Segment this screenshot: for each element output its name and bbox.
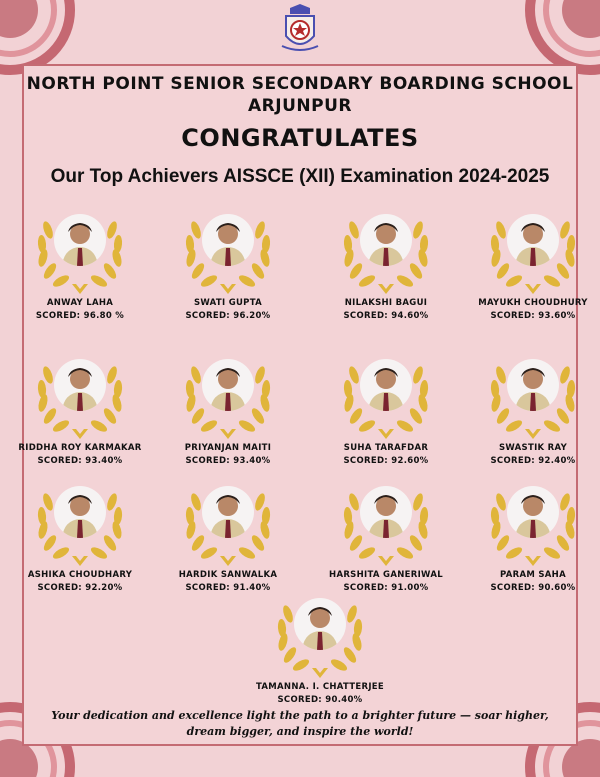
school-name: NORTH POINT SENIOR SECONDARY BOARDING SCHOOL: [26, 74, 574, 94]
student-name: RIDDHA ROY KARMAKAR: [18, 443, 142, 453]
student-name: NILAKSHI BAGUI: [344, 298, 428, 308]
student-name: SWASTIK RAY: [498, 443, 568, 453]
school-crest-icon: [272, 2, 328, 56]
wreath-photo: [30, 210, 130, 296]
student-photo: [507, 214, 559, 266]
student-name: SUHA TARAFDAR: [343, 443, 429, 453]
student-score: SCORED: 93.40%: [185, 456, 271, 466]
student-photo: [202, 214, 254, 266]
wreath-photo: [178, 210, 278, 296]
achiever-card: [245, 594, 395, 705]
wreath-photo: [30, 355, 130, 441]
student-name: ANWAY LAHA: [46, 298, 114, 308]
student-score: SCORED: 93.60%: [490, 311, 576, 321]
wreath-photo: [336, 210, 436, 296]
student-name: PARAM SAHA: [500, 570, 566, 580]
wreath-photo: [30, 482, 130, 568]
achiever-card: [10, 355, 150, 466]
headline: CONGRATULATES: [181, 124, 419, 152]
achiever-card: [463, 355, 600, 466]
student-score: SCORED: 92.60%: [343, 456, 429, 466]
wreath-photo: [270, 594, 370, 680]
student-photo: [54, 214, 106, 266]
wreath-photo: [336, 482, 436, 568]
student-photo: [360, 486, 412, 538]
wreath-photo: [336, 355, 436, 441]
student-score: SCORED: 91.40%: [185, 583, 271, 593]
student-name: SWATI GUPTA: [193, 298, 263, 308]
achiever-card: [463, 482, 600, 593]
student-photo: [360, 214, 412, 266]
student-score: SCORED: 94.60%: [343, 311, 429, 321]
student-score: SCORED: 90.60%: [490, 583, 576, 593]
student-photo: [54, 486, 106, 538]
footer-message: Your dedication and excellence light the path to a brighter future — soar higher, dream bigger, and inspire the world!: [51, 709, 549, 738]
student-photo: [294, 598, 346, 650]
student-score: SCORED: 92.20%: [37, 583, 123, 593]
student-score: SCORED: 92.40%: [490, 456, 576, 466]
wreath-photo: [483, 482, 583, 568]
student-name: MAYUKH CHOUDHURY: [478, 298, 588, 308]
wreath-photo: [483, 210, 583, 296]
achiever-card: [158, 482, 298, 593]
achiever-card: [316, 355, 456, 466]
student-name: PRIYANJAN MAITI: [184, 443, 272, 453]
achiever-card: [158, 210, 298, 321]
student-photo: [202, 486, 254, 538]
student-photo: [507, 486, 559, 538]
student-name: TAMANNA. I. CHATTERJEE: [255, 682, 385, 692]
student-score: SCORED: 91.00%: [343, 583, 429, 593]
student-name: HARDIK SANWALKA: [178, 570, 278, 580]
student-photo: [54, 359, 106, 411]
student-score: SCORED: 93.40%: [37, 456, 123, 466]
achiever-card: [10, 482, 150, 593]
student-name: HARSHITA GANERIWAL: [329, 570, 443, 580]
student-score: SCORED: 96.80 %: [35, 311, 125, 321]
subtitle: Our Top Achievers AISSCE (XII) Examination 2024-2025: [50, 166, 550, 187]
student-score: SCORED: 96.20%: [185, 311, 271, 321]
student-score: SCORED: 90.40%: [277, 695, 363, 705]
achiever-card: [158, 355, 298, 466]
achiever-card: [463, 210, 600, 321]
wreath-photo: [483, 355, 583, 441]
student-name: ASHIKA CHOUDHARY: [27, 570, 133, 580]
school-location: ARJUNPUR: [248, 96, 352, 116]
achiever-card: [316, 482, 456, 593]
student-photo: [507, 359, 559, 411]
student-photo: [360, 359, 412, 411]
achiever-card: [10, 210, 150, 321]
achiever-card: [316, 210, 456, 321]
wreath-photo: [178, 355, 278, 441]
student-photo: [202, 359, 254, 411]
wreath-photo: [178, 482, 278, 568]
